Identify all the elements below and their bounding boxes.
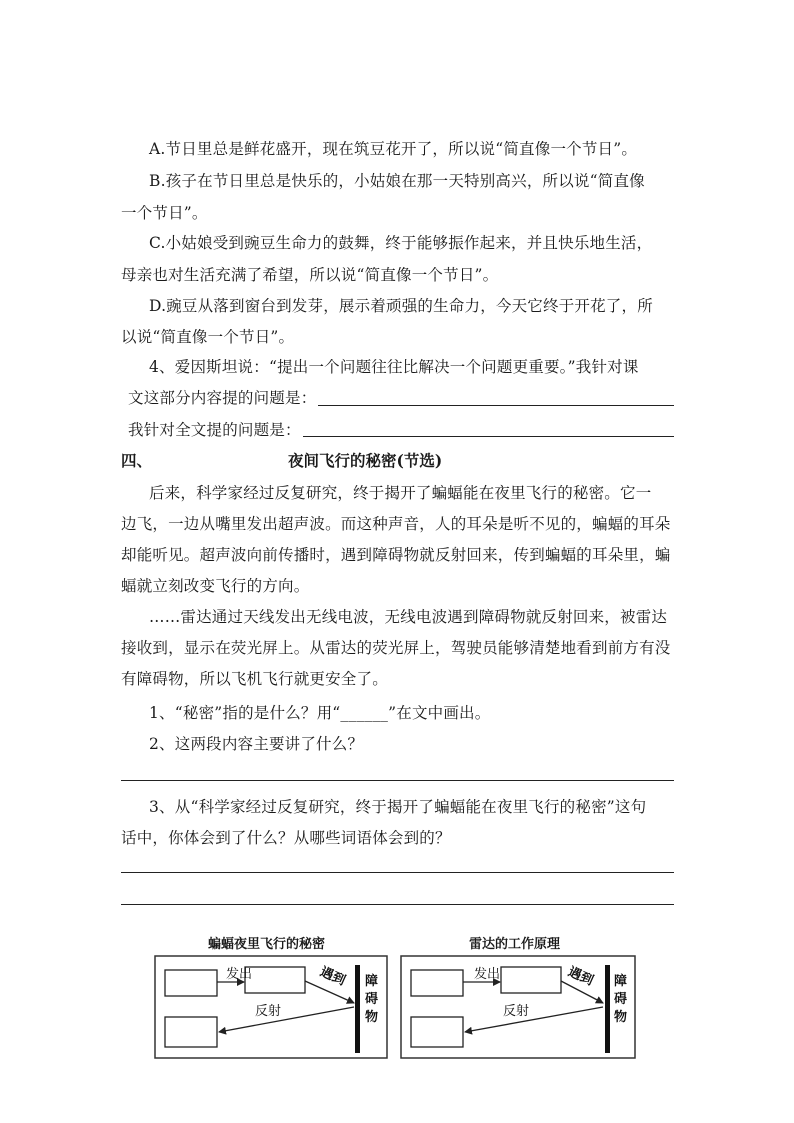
q4-line2: 文这部分内容提的问题是： — [128, 389, 317, 407]
q4-line3: 我针对全文提的问题是： — [128, 421, 301, 439]
bat-diagram-box-middle — [245, 967, 305, 993]
passage-p1-line4: 蝠就立刻改变飞行的方向。 — [121, 577, 310, 595]
bat-reflect-arrow — [219, 1007, 354, 1032]
radar-obstacle-char-3: 物 — [614, 1010, 628, 1025]
q3-answer-line-2[interactable] — [121, 904, 674, 905]
bat-reflect-label: 反射 — [255, 1004, 282, 1019]
option-b-line1: B.孩子在节日里总是快乐的，小姑娘在那一天特别高兴，所以说“简直像 — [149, 172, 645, 190]
q4-answer-line-1[interactable] — [318, 405, 674, 406]
option-c-line2: 母亲也对生活充满了希望，所以说“简直像一个节日”。 — [121, 266, 499, 284]
bat-emit-label: 发出 — [226, 967, 253, 982]
q2-answer-line[interactable] — [121, 780, 674, 781]
section-title: 夜间飞行的秘密(节选) — [288, 451, 443, 470]
option-c-line1: C.小姑娘受到豌豆生命力的鼓舞，终于能够振作起来，并且快乐地生活， — [149, 234, 653, 252]
option-a: A.节日里总是鲜花盛开，现在筑豆花开了，所以说“简直像一个节日”。 — [149, 140, 638, 158]
radar-reflect-label: 反射 — [503, 1004, 530, 1019]
bat-diagram — [154, 955, 388, 1059]
q4-answer-line-2[interactable] — [303, 436, 674, 437]
passage-p2-line2: 接收到，显示在荧光屏上。从雷达的荧光屏上，驾驶员能够清楚地看到前方有没 — [121, 639, 671, 657]
radar-emit-label: 发出 — [474, 967, 501, 982]
passage-p1-line1: 后来，科学家经过反复研究，终于揭开了蝙蝠能在夜里飞行的秘密。它一 — [149, 484, 652, 502]
bat-diagram-box-bottom — [165, 1017, 217, 1047]
passage-p1-line2: 边飞，一边从嘴里发出超声波。而这种声音，人的耳朵是听不见的，蝙蝠的耳朵 — [121, 515, 671, 533]
passage-p1-line3: 却能听见。超声波向前传播时，遇到障碍物就反射回来，传到蝙蝠的耳朵里，蝙 — [121, 546, 671, 564]
radar-diagram-box-bottom — [411, 1017, 463, 1047]
radar-reflect-arrow — [465, 1007, 603, 1032]
radar-diagram — [400, 955, 636, 1059]
option-b-line2: 一个节日”。 — [121, 204, 208, 222]
radar-diagram-title: 雷达的工作原理 — [469, 937, 561, 952]
radar-meet-label: 遇到 — [565, 964, 596, 989]
question-3-line1: 3、从“科学家经过反复研究，终于揭开了蝙蝠能在夜里飞行的秘密”这句 — [149, 798, 647, 816]
bat-diagram-box-top — [165, 970, 217, 996]
passage-p2-line1: ……雷达通过天线发出无线电波，无线电波遇到障碍物就反射回来，被雷达 — [149, 608, 668, 626]
radar-obstacle-bar — [605, 965, 610, 1053]
radar-diagram-box-top — [411, 970, 463, 996]
question-1: 1、“秘密”指的是什么？用“______”在文中画出。 — [149, 704, 491, 722]
question-2: 2、这两段内容主要讲了什么？ — [149, 735, 364, 753]
bat-diagram-title: 蝙蝠夜里飞行的秘密 — [208, 937, 326, 952]
bat-meet-label: 遇到 — [317, 964, 348, 989]
option-d-line2: 以说“简直像一个节日”。 — [121, 328, 295, 346]
option-d-line1: D.豌豆从落到窗台到发芽，展示着顽强的生命力，今天它终于开花了，所 — [149, 297, 653, 315]
bat-meet-arrow — [305, 981, 354, 1003]
bat-obstacle-char-2: 碍 — [365, 992, 379, 1007]
q4-line1: 4、爱因斯坦说：“提出一个问题往往比解决一个问题更重要。”我针对课 — [149, 358, 639, 376]
question-3-line2: 话中，你体会到了什么？从哪些词语体会到的？ — [121, 829, 451, 847]
bat-obstacle-char-1: 障 — [365, 974, 379, 989]
bat-obstacle-char-3: 物 — [365, 1010, 379, 1025]
bat-obstacle-bar — [355, 965, 360, 1053]
radar-obstacle-char-1: 障 — [614, 974, 628, 989]
radar-diagram-box-middle — [501, 967, 561, 993]
q3-answer-line-1[interactable] — [121, 872, 674, 873]
section-number: 四、 — [121, 451, 153, 470]
passage-p2-line3: 有障碍物，所以飞机飞行就更安全了。 — [121, 670, 388, 688]
radar-obstacle-char-2: 碍 — [614, 992, 628, 1007]
